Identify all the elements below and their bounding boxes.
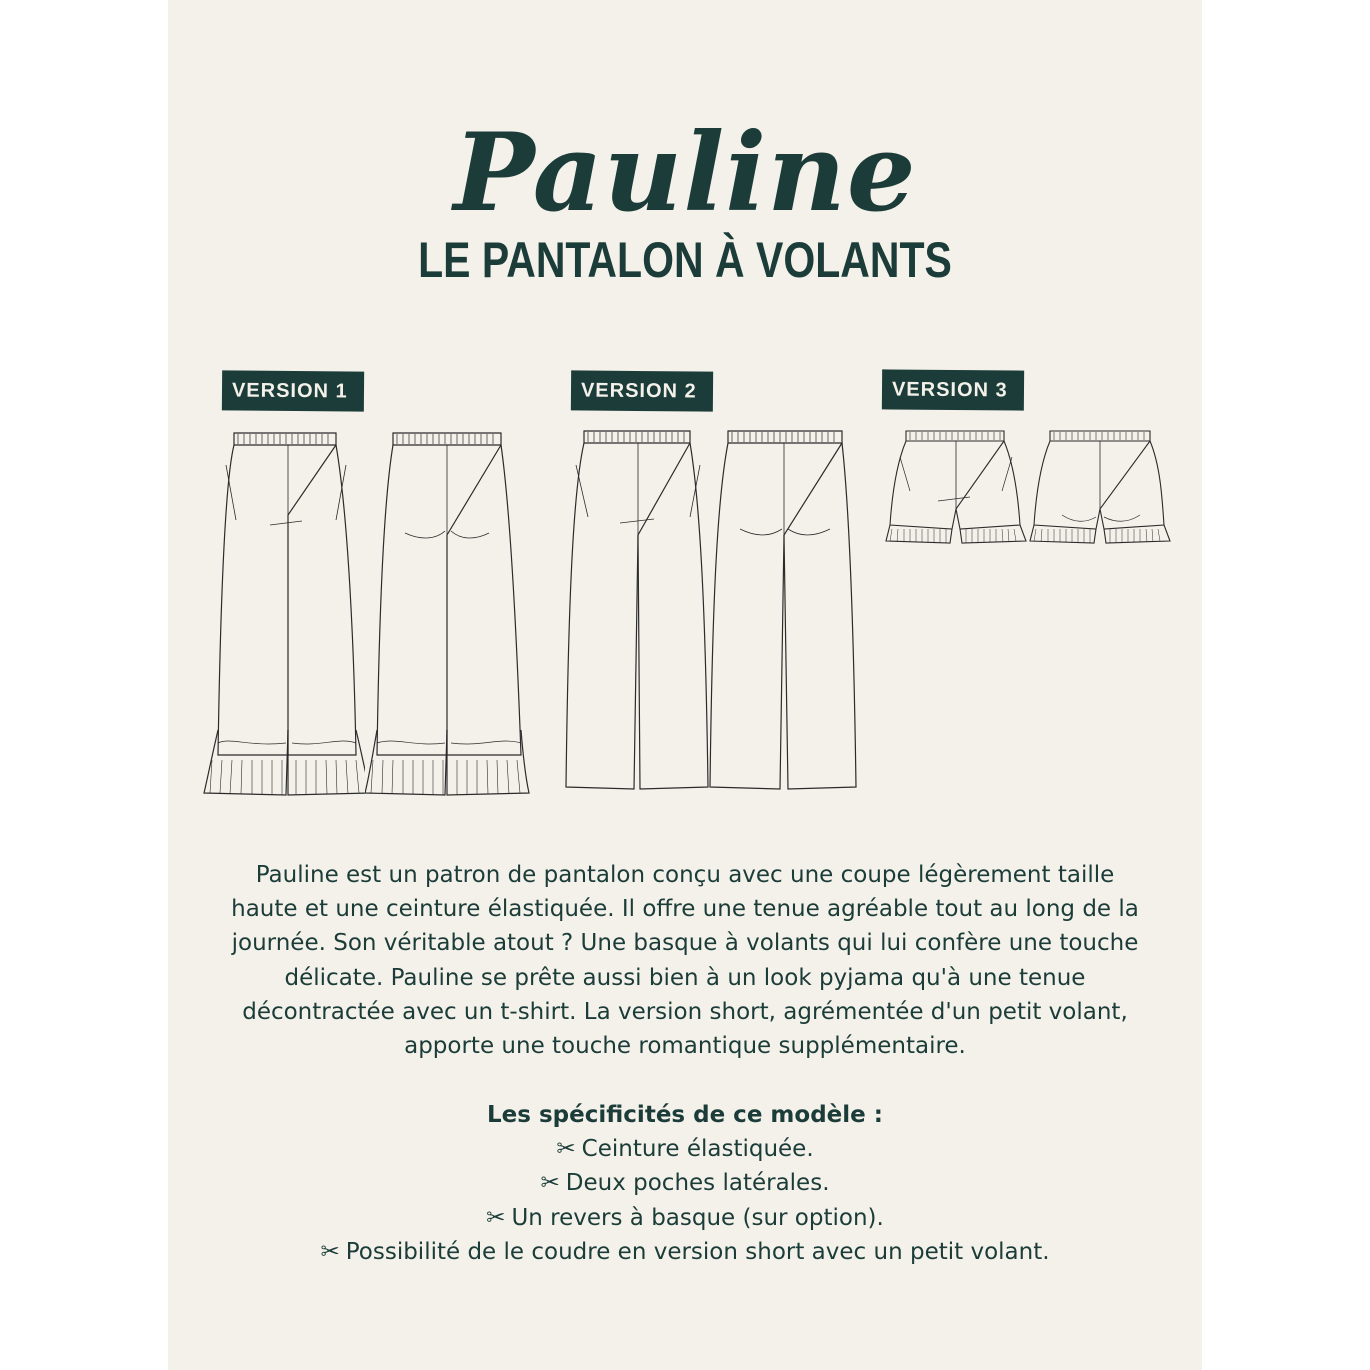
version-2-back-drawing xyxy=(708,425,858,795)
feature-item xyxy=(230,1235,1140,1269)
scissors-icon: ✂ xyxy=(320,1238,340,1265)
pattern-subtitle: LE PANTALON À VOLANTS xyxy=(418,232,952,288)
feature-item-label: Deux poches latérales. xyxy=(565,1170,830,1197)
version-2-badge: VERSION 2 xyxy=(571,370,713,411)
version-1-front-drawing xyxy=(200,425,365,805)
scissors-icon: ✂ xyxy=(540,1170,560,1197)
version-1-back-drawing xyxy=(365,425,530,805)
version-3-back-drawing xyxy=(1028,425,1173,550)
version-2-front-drawing xyxy=(562,425,712,795)
feature-item xyxy=(230,1166,1140,1200)
features-list xyxy=(230,1098,1140,1269)
feature-item xyxy=(230,1132,1140,1166)
pattern-title: Pauline xyxy=(453,110,917,236)
scissors-icon: ✂ xyxy=(486,1204,506,1231)
feature-item-label: Un revers à basque (sur option). xyxy=(511,1204,884,1231)
feature-item-label: Possibilité de le coudre en version short avec un petit volant. xyxy=(345,1238,1050,1265)
scissors-icon: ✂ xyxy=(556,1136,576,1163)
feature-item xyxy=(230,1201,1140,1235)
description-text: Pauline est un patron de pantalon conçu avec une coupe légèrement taille haute et une ceinture élastiquée. Il offre une tenue agréable tout au long de la journée. Son véritable atout ? Une basque à volants qui lui confère une touche délicate. Pauline se prête aussi bien à un look pyjama qu'à une tenue décontractée avec un t-shirt. La version short, agrémentée d'un petit volant, apporte une touche romantique supplémentaire. xyxy=(231,862,1139,1060)
version-3-front-drawing xyxy=(884,425,1029,550)
version-3-badge: VERSION 3 xyxy=(882,369,1024,410)
pattern-description xyxy=(230,858,1140,1063)
feature-item-label: Ceinture élastiquée. xyxy=(581,1136,814,1163)
features-title: Les spécificités de ce modèle : xyxy=(487,1102,883,1128)
version-1-badge: VERSION 1 xyxy=(222,370,364,411)
